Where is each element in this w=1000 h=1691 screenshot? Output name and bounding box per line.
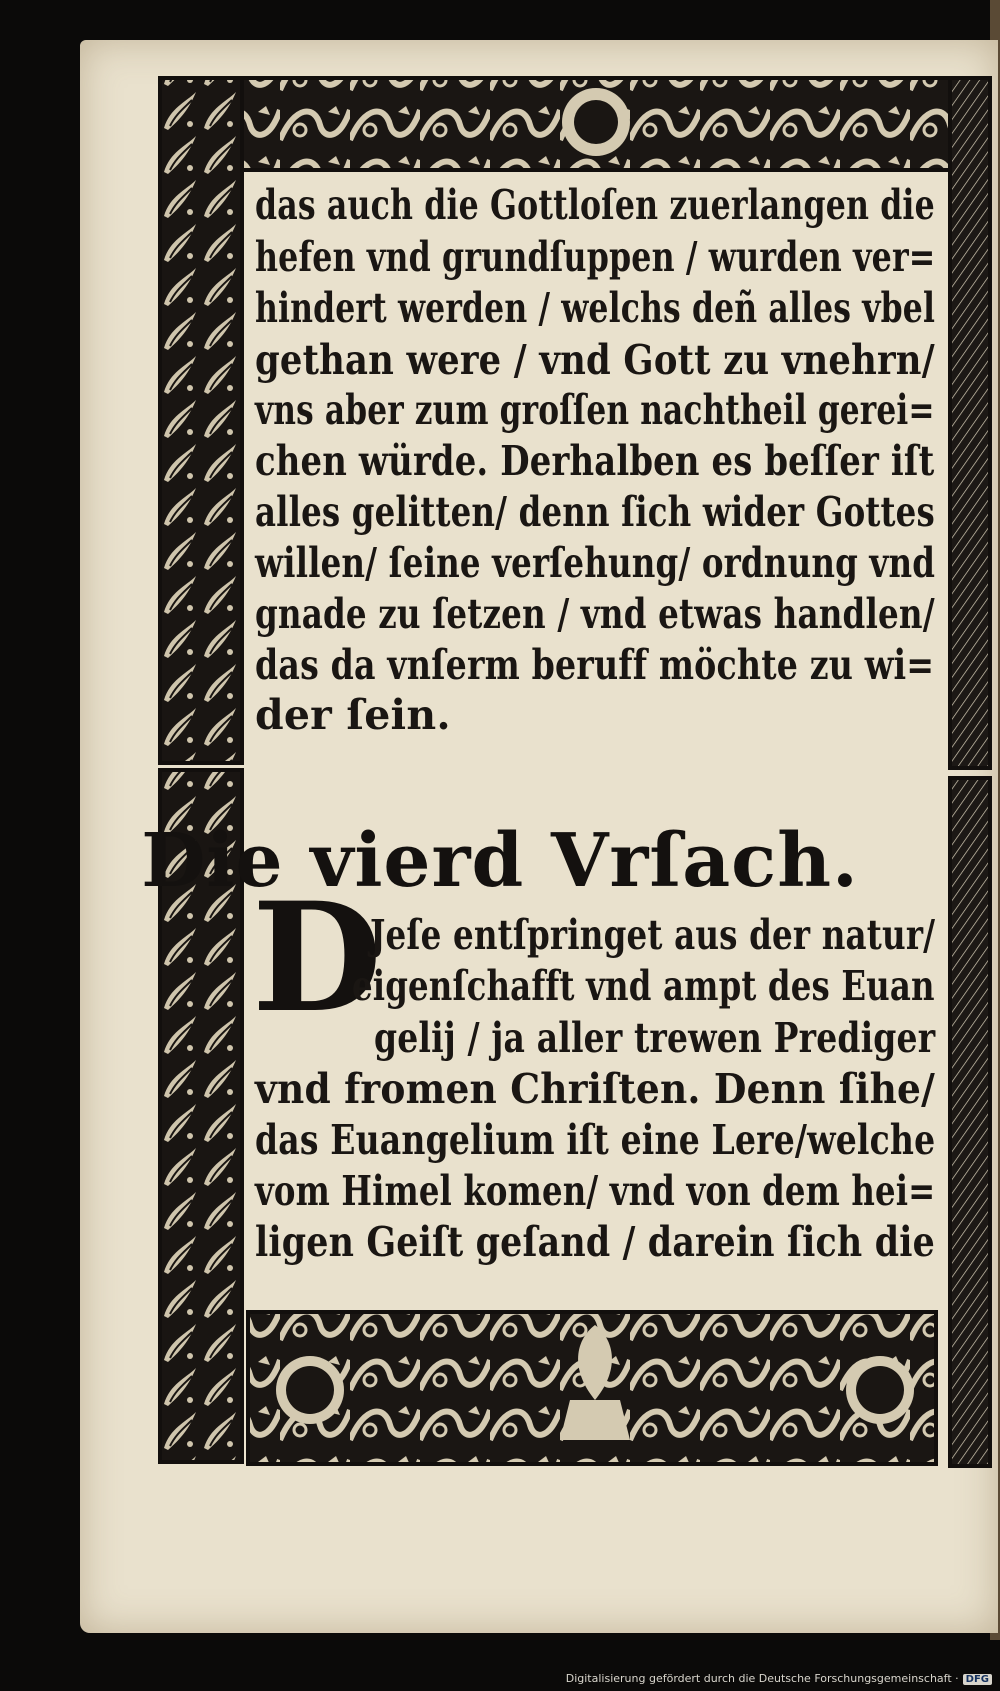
text-line: der ſein. [255,691,451,739]
text-line: eigenſchafft vnd ampt des Euan [352,962,935,1010]
text-line: Jeſe entſpringet aus der natur/ [370,911,936,959]
section-heading: Die vierd Vrſach. [141,818,859,904]
text-line: ligen Geiſt geſand / darein ſich die [255,1218,935,1266]
text-line: das auch die Gottloſen zuerlangen die [255,181,935,229]
text-line: vom Himel komen/ vnd von dem hei= [255,1167,936,1215]
digitization-credit [566,1672,992,1685]
text-line: das Euangelium iſt eine Lere/welche [255,1116,936,1164]
dfg-logo: DFG [963,1674,992,1685]
credit-text: Digitalisierung gefördert durch die Deutsche Forschungsgemeinschaft · [565,1672,959,1685]
text-line: hindert werden / welchs deñ alles vbel [255,284,936,332]
text-line: vnd fromen Chriſten. Denn ſihe/ [255,1065,936,1113]
text-line: hefen vnd grundſuppen / wurden ver= [255,233,936,281]
text-line: das da vnſerm beruff möchte zu wi= [255,641,935,689]
text-line: alles gelitten/ denn ſich wider Gottes [255,488,935,536]
text-line: vns aber zum groſſen nachtheil gerei= [255,386,935,434]
text-line: gnade zu ſetzen / vnd etwas handlen/ [255,590,935,638]
text-line: willen/ ſeine verſehung/ ordnung vnd [255,539,936,587]
text-line: gethan were / vnd Gott zu vnehrn/ [255,336,935,384]
text-line: chen würde. Derhalben es beſſer iſt [255,437,935,485]
decorated-initial: D [252,870,383,1046]
text-line: gelij / ja aller trewen Prediger [374,1014,936,1062]
